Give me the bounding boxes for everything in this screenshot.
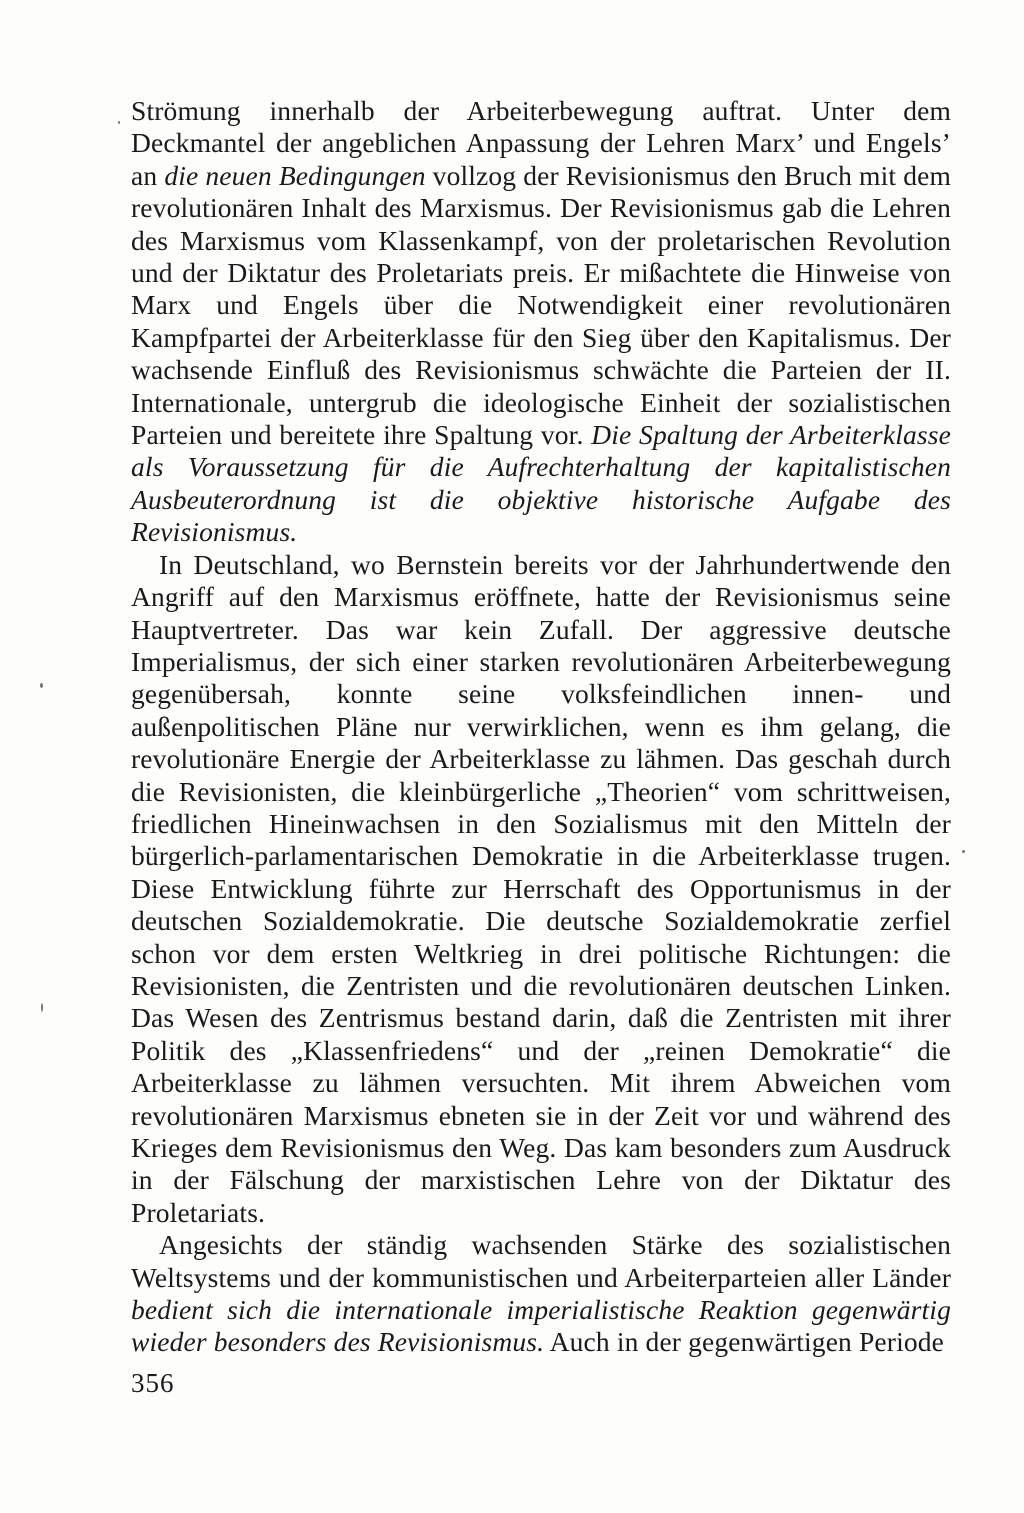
text-segment: In Deutschland, wo Bernstein bereits vor der Jahrhundertwende den Angriff auf den Marxismus eröffnete, hatte der Revisionismus seine Hauptvertreter. Das war kein Zufall. Der aggressive deutsche Imperialismus, der sich einer starken revolutionären Arbeiterbewegung gegenübersah, konnte seine volksfeindlichen innen- und außenpolitischen Pläne nur verwirklichen, wenn es ihm gelang, die revolutionäre Energie der Arbeiterklasse zu lähmen. Das geschah durch die Revisionisten, die kleinbürgerliche „Theorien“ vom schrittweisen, friedlichen Hineinwachsen in den Sozialismus mit den Mitteln der bürgerlich-parlamentarischen Demokratie in die Arbeiterklasse trugen. Diese Entwicklung führte zur Herrschaft des Opportunismus in der deutschen Sozialdemokratie. Die deutsche Sozialdemokratie zerfiel schon vor dem ersten Weltkrieg in drei politische Richtungen: die Revisionisten, die Zentristen und die revolutionären deutschen Linken. Das Wesen des Zentrismus bestand darin, daß die Zentristen mit ihrer Politik des „Klassenfriedens“ und der „reinen Demokratie“ die Arbeiterklasse zu lähmen versuchten. Mit ihrem Abweichen vom revolutionären Marxismus ebneten sie in der Zeit vor und während des Krieges dem Revisionismus den Weg. Das kam besonders zum Ausdruck in der Fälschung der marxistischen Lehre von der Diktatur des Proletariats. [131, 548, 951, 1228]
text-segment: Auch in der gegenwärtigen Periode [544, 1326, 945, 1358]
page-number: 356 [131, 1368, 175, 1398]
text-segment: Strömung innerhalb der Arbeiterbewegung auftrat. Unter dem Deckmantel der angeblichen Anpassung der Lehren Marx’ und Engels’ an [131, 95, 951, 191]
paragraph-2 [131, 549, 951, 1230]
emphasized-text: Die Spaltung der Arbeiterklasse als Voraussetzung für die Aufrechterhaltung der kapitalistischen Ausbeuterordnung ist die objektive historische Aufgabe des Revisionismus. [131, 419, 951, 548]
scan-speck [40, 683, 43, 688]
paragraph-3 [131, 1229, 951, 1359]
paragraph-1 [131, 95, 951, 549]
text-segment: Angesichts der ständig wachsenden Stärke des sozialistischen Weltsystems und der kommunistischen und Arbeiterparteien aller Länder [131, 1229, 951, 1293]
scan-speck [962, 850, 965, 853]
emphasized-text: die neuen Bedingungen [164, 159, 426, 191]
scan-speck [118, 121, 120, 124]
text-segment: vollzog der Revisionismus den Bruch mit dem revolutionären Inhalt des Marxismus. Der Revisionismus gab die Lehren des Marxismus vom Klassenkampf, von der proletarischen Revolution und der Diktatur des Proletariats preis. Er mißachtete die Hinweise von Marx und Engels über die Notwendigkeit einer revolutionären Kampfpartei der Arbeiterklasse für den Sieg über den Kapitalismus. Der wachsende Einfluß des Revisionismus schwächte die Parteien der II. Internationale, untergrub die ideologische Einheit der sozialistischen Parteien und bereitete ihre Spaltung vor. [131, 159, 951, 451]
emphasized-text: bedient sich die internationale imperialistische Reaktion gegenwärtig wieder besonders des Revisionismus. [131, 1294, 951, 1358]
body-text [131, 95, 951, 1359]
scan-speck [41, 1003, 43, 1012]
